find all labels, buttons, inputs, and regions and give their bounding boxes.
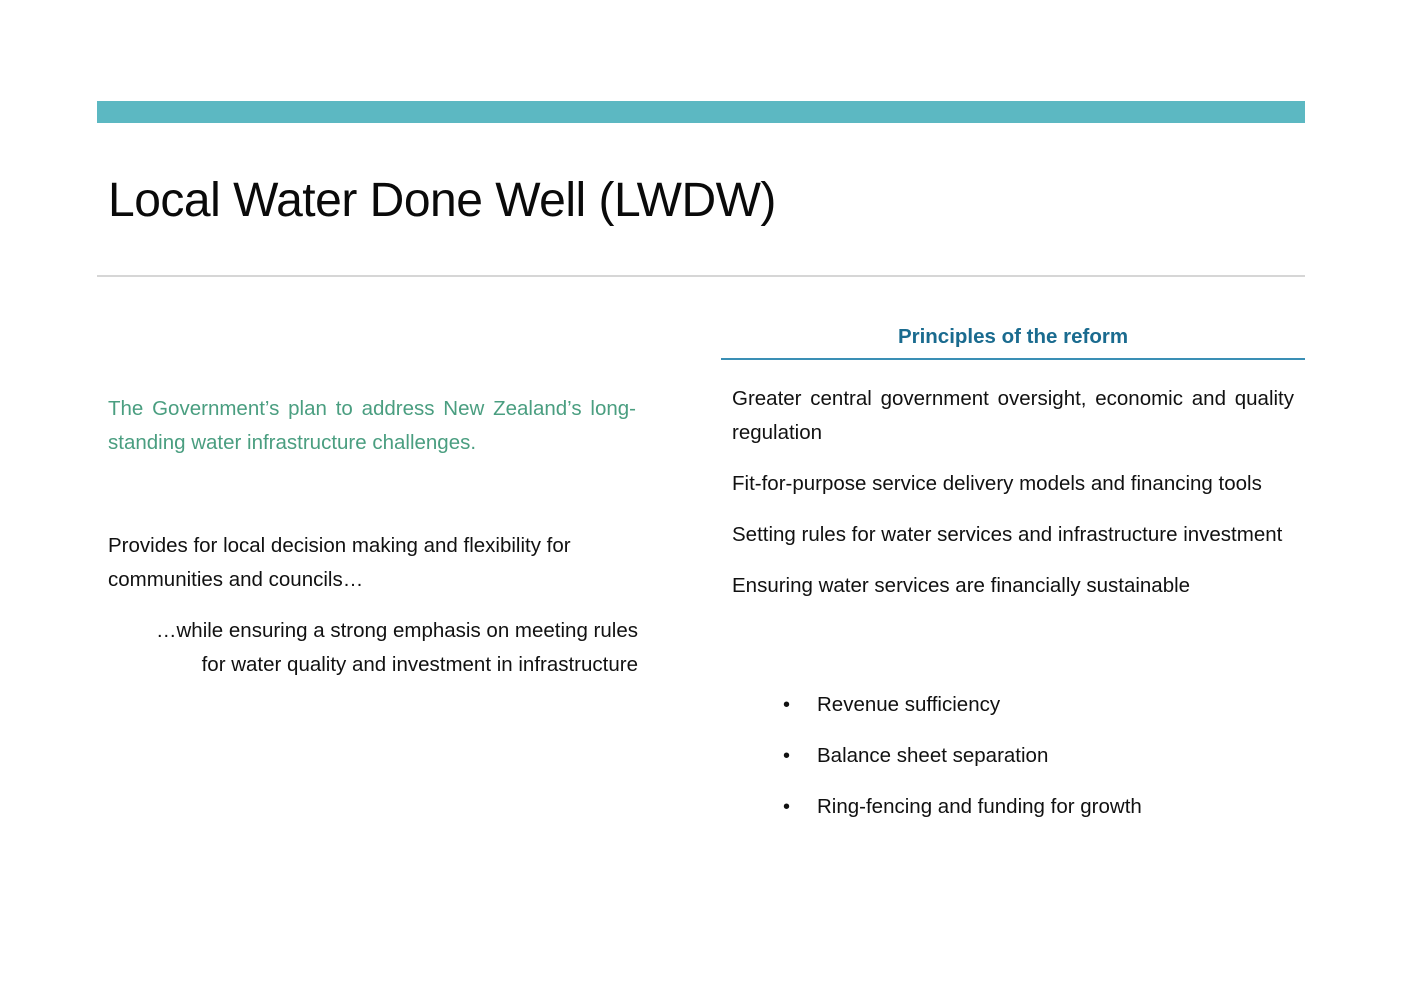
while-line-2: for water quality and investment in infrastructure: [201, 653, 638, 676]
principles-list: [732, 382, 1294, 620]
bullet-icon: •: [783, 694, 791, 716]
while-text: [108, 614, 638, 682]
principles-heading: Principles of the reform: [897, 325, 1129, 348]
principle-item: Greater central government oversight, economic and quality regulation: [732, 387, 1294, 444]
principle-item: Ensuring water services are financially sustainable: [732, 574, 1191, 597]
intro-text: The Government’s plan to address New Zealand’s long-standing water infrastructure challenges.: [108, 397, 636, 454]
bullet-icon: •: [783, 745, 791, 767]
sub-bullet-label: Revenue sufficiency: [817, 693, 1001, 716]
principle-item: Fit-for-purpose service delivery models and financing tools: [732, 472, 1262, 495]
provides-text: Provides for local decision making and flexibility for communities and councils…: [108, 534, 571, 591]
accent-bar: [97, 101, 1305, 123]
sub-bullet-item: [783, 688, 1142, 722]
sub-bullet-item: [783, 790, 1142, 824]
sustainability-sub-list: [783, 688, 1142, 841]
bullet-icon: •: [783, 796, 791, 818]
sub-bullet-label: Ring-fencing and funding for growth: [817, 795, 1142, 818]
principles-header: [721, 320, 1305, 360]
principle-item: Setting rules for water services and infrastructure investment: [732, 523, 1283, 546]
sub-bullet-item: [783, 739, 1142, 773]
sub-bullet-label: Balance sheet separation: [817, 744, 1049, 767]
page-title: Local Water Done Well (LWDW): [108, 174, 776, 227]
title-divider: [97, 275, 1305, 277]
while-line-1: …while ensuring a strong emphasis on meeting rules: [155, 619, 638, 642]
